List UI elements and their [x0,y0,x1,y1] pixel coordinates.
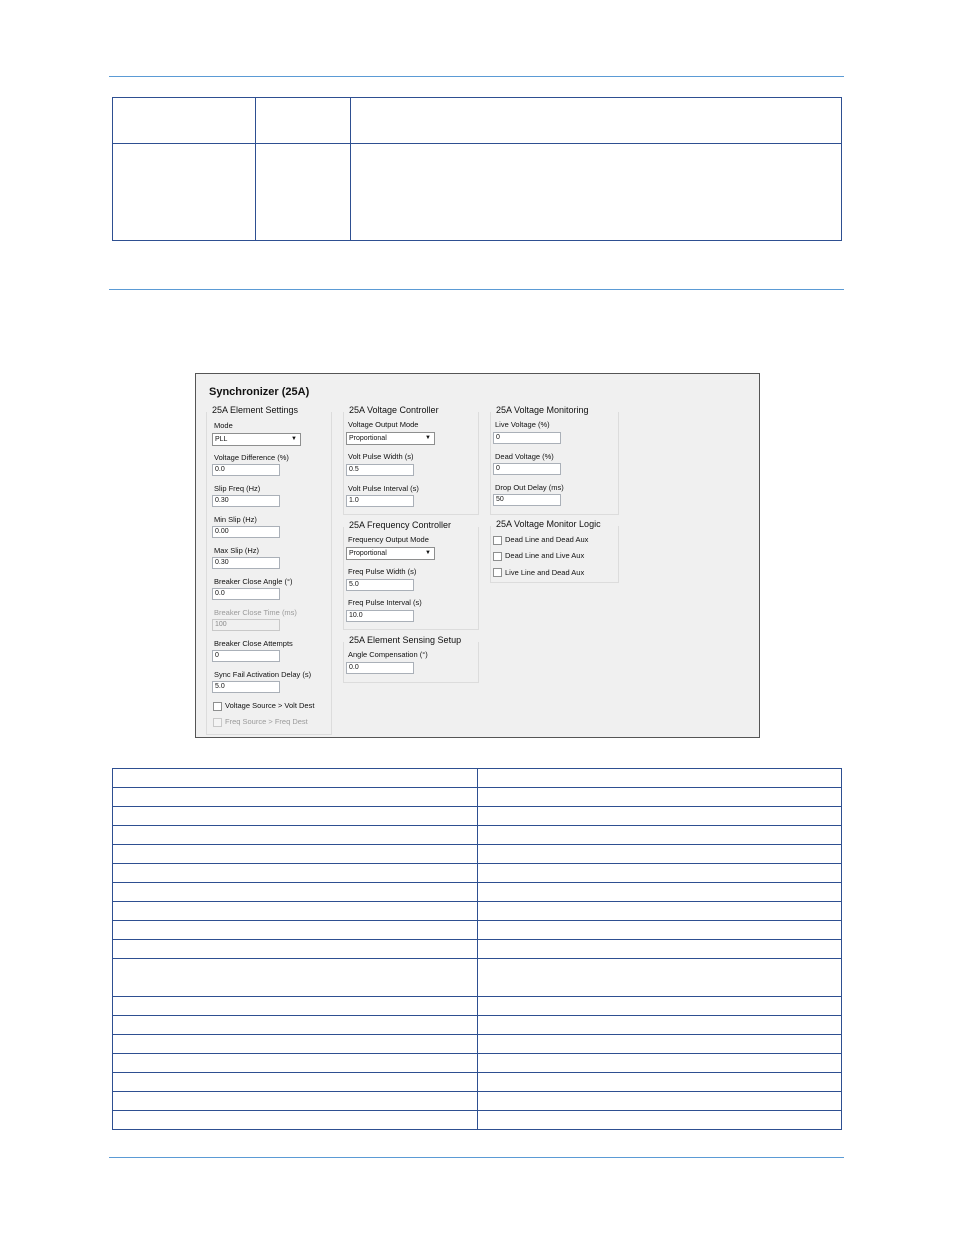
min-slip-label: Min Slip (Hz) [214,515,257,524]
table-row [113,1111,842,1130]
table-row [113,921,842,940]
voltage-difference-input[interactable]: 0.0 [212,464,280,476]
table-cell [113,144,256,241]
table-cell [478,864,842,883]
freq-pulse-width-label: Freq Pulse Width (s) [348,567,417,576]
dead-line-dead-aux-label: Dead Line and Dead Aux [505,535,589,544]
angle-compensation-input[interactable]: 0.0 [346,662,414,674]
table-cell [113,864,478,883]
volt-pulse-interval-input[interactable]: 1.0 [346,495,414,507]
table-cell [478,921,842,940]
table-cell [478,1054,842,1073]
table-cell [478,1016,842,1035]
slip-freq-input[interactable]: 0.30 [212,495,280,507]
table-cell [113,997,478,1016]
chevron-down-icon: ▼ [291,436,297,442]
table-cell [478,788,842,807]
table-cell [113,1092,478,1111]
live-voltage-input[interactable]: 0 [493,432,561,444]
header-rule [109,76,844,77]
table-cell [351,98,842,144]
voltage-source-checkbox[interactable] [213,702,222,711]
frequency-output-mode-label: Frequency Output Mode [348,535,429,544]
table-cell [478,902,842,921]
volt-pulse-width-label: Volt Pulse Width (s) [348,452,414,461]
table-cell [113,807,478,826]
table-row [113,1054,842,1073]
table-cell [351,144,842,241]
table-row [113,1092,842,1111]
monitor-logic-group [490,519,619,583]
breaker-close-attempts-label: Breaker Close Attempts [214,639,293,648]
freq-pulse-width-input[interactable]: 5.0 [346,579,414,591]
breaker-close-time-label: Breaker Close Time (ms) [214,608,297,617]
table-row [113,1073,842,1092]
table-cell [113,1016,478,1035]
table-row [113,845,842,864]
top-table [112,97,842,241]
breaker-close-time-input: 100 [212,619,280,631]
table-cell [478,959,842,997]
table-row [113,1016,842,1035]
table-cell [478,769,842,788]
synchronizer-screen [195,373,760,738]
table-cell [113,921,478,940]
group-title: 25A Element Sensing Setup [349,635,462,645]
table-row [113,826,842,845]
voltage-source-label: Voltage Source > Volt Dest [225,701,315,710]
table-cell [113,1035,478,1054]
table-cell [113,959,478,997]
table-row [113,883,842,902]
screen-title: Synchronizer (25A) [209,386,310,398]
table-cell [478,997,842,1016]
table-cell [113,769,478,788]
voltage-controller-group [343,405,479,515]
table-row [113,940,842,959]
table-cell [478,1092,842,1111]
table-cell [113,1054,478,1073]
section-rule [109,289,844,290]
freq-source-checkbox [213,718,222,727]
drop-out-delay-label: Drop Out Delay (ms) [495,483,564,492]
footer-rule [109,1157,844,1158]
table-row [113,788,842,807]
table-cell [113,883,478,902]
live-line-dead-aux-label: Live Line and Dead Aux [505,568,585,577]
table-cell [478,940,842,959]
table-cell [478,1111,842,1130]
live-voltage-label: Live Voltage (%) [495,420,550,429]
voltage-difference-label: Voltage Difference (%) [214,453,289,462]
breaker-close-angle-label: Breaker Close Angle (°) [214,577,293,586]
breaker-close-attempts-input[interactable]: 0 [212,650,280,662]
freq-pulse-interval-label: Freq Pulse Interval (s) [348,598,422,607]
max-slip-label: Max Slip (Hz) [214,546,260,555]
table-cell [256,144,351,241]
max-slip-input[interactable]: 0.30 [212,557,280,569]
table-cell [113,826,478,845]
chevron-down-icon: ▼ [425,435,431,441]
dead-line-live-aux-checkbox[interactable] [493,552,502,561]
table-cell [478,845,842,864]
table-cell [113,845,478,864]
table-row [113,98,842,144]
min-slip-input[interactable]: 0.00 [212,526,280,538]
chevron-down-icon: ▼ [425,550,431,556]
table-cell [478,826,842,845]
table-cell [113,1111,478,1130]
group-title: 25A Voltage Controller [349,405,439,415]
mode-select[interactable]: PLL ▼ [212,433,301,446]
dead-voltage-input[interactable]: 0 [493,463,561,475]
group-title: 25A Voltage Monitoring [496,405,589,415]
angle-compensation-label: Angle Compensation (°) [348,650,428,659]
group-title: 25A Element Settings [212,405,299,415]
table-row [113,144,842,241]
table-row [113,1035,842,1054]
drop-out-delay-input[interactable]: 50 [493,494,561,506]
table-row [113,959,842,997]
slip-freq-label: Slip Freq (Hz) [214,484,261,493]
dead-line-dead-aux-checkbox[interactable] [493,536,502,545]
element-settings-group [206,405,332,735]
table-cell [113,788,478,807]
table-row [113,864,842,883]
table-cell [113,1073,478,1092]
table-row [113,997,842,1016]
sync-fail-delay-label: Sync Fail Activation Delay (s) [214,670,312,679]
sensing-setup-group [343,635,479,683]
freq-source-label: Freq Source > Freq Dest [225,717,308,726]
table-cell [478,883,842,902]
live-line-dead-aux-checkbox[interactable] [493,568,502,577]
volt-pulse-interval-label: Volt Pulse Interval (s) [348,484,419,493]
group-title: 25A Frequency Controller [349,520,452,530]
dead-voltage-label: Dead Voltage (%) [495,452,554,461]
table-cell [478,1073,842,1092]
table-cell [478,1035,842,1054]
dead-line-live-aux-label: Dead Line and Live Aux [505,551,585,560]
table-cell [256,98,351,144]
voltage-output-mode-label: Voltage Output Mode [348,420,419,429]
voltage-output-mode-select[interactable]: Proportional ▼ [346,432,435,445]
table-cell [113,902,478,921]
frequency-output-mode-select[interactable]: Proportional ▼ [346,547,435,560]
group-title: 25A Voltage Monitor Logic [496,519,601,529]
volt-pulse-width-input[interactable]: 0.5 [346,464,414,476]
mode-label: Mode [214,421,233,430]
voltage-monitoring-group [490,405,619,515]
table-cell [113,98,256,144]
breaker-close-angle-input[interactable]: 0.0 [212,588,280,600]
sync-fail-delay-input[interactable]: 5.0 [212,681,280,693]
frequency-controller-group [343,520,479,630]
table-row [113,807,842,826]
table-cell [478,807,842,826]
table-row [113,769,842,788]
bottom-table [112,768,842,1130]
freq-pulse-interval-input[interactable]: 10.0 [346,610,414,622]
table-cell [113,940,478,959]
table-row [113,902,842,921]
